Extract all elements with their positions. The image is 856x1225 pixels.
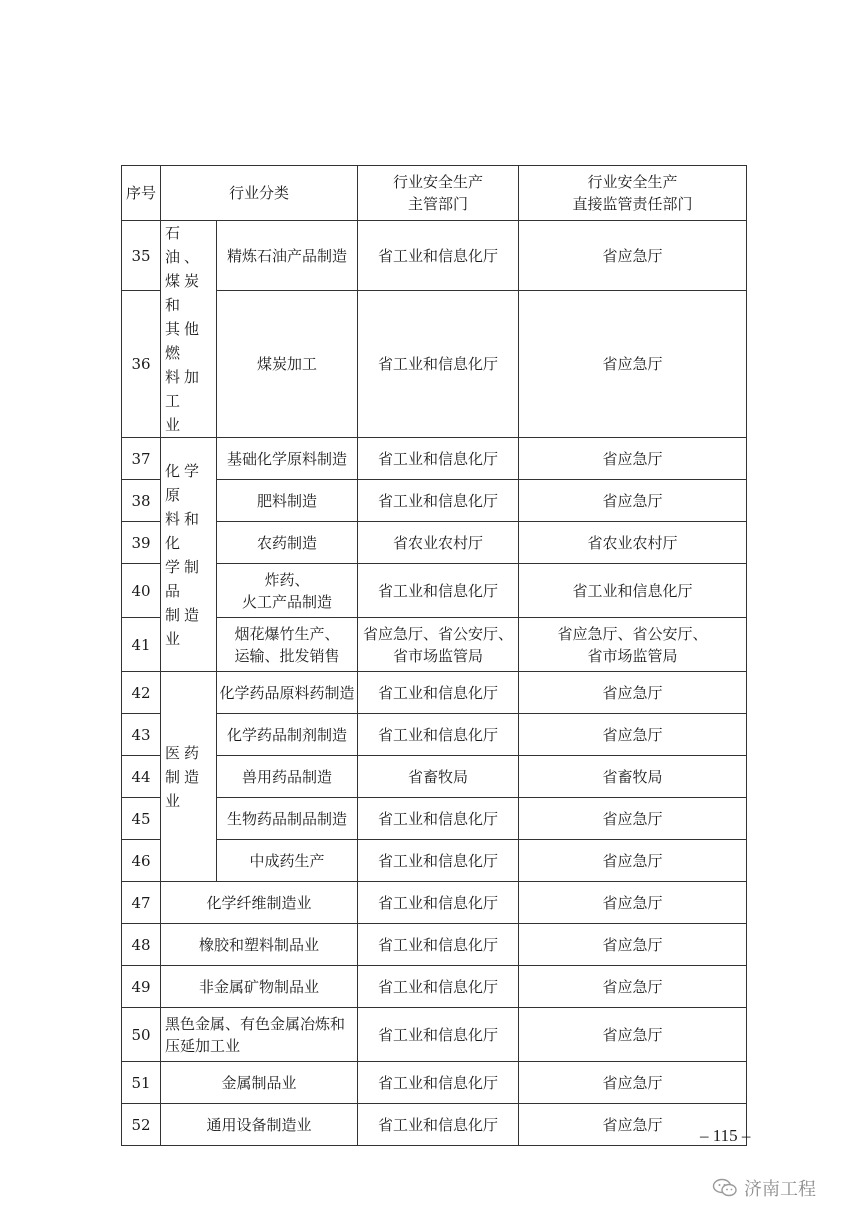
supervisor-dept: 省农业农村厅: [358, 522, 519, 564]
supervisor-dept: 省工业和信息化厅: [358, 672, 519, 714]
supervisor-dept: 省工业和信息化厅: [358, 564, 519, 618]
watermark: [712, 1176, 816, 1200]
row-number: 35: [122, 221, 161, 291]
page-number: – 115 –: [700, 1126, 751, 1145]
subcategory: 生物药品制品制造: [217, 798, 358, 840]
table-row: [122, 438, 747, 480]
subcategory: 烟花爆竹生产、 运输、批发销售: [217, 618, 358, 672]
direct-dept: 省应急厅: [519, 714, 747, 756]
table-header-row: [122, 166, 747, 221]
direct-dept: 省应急厅: [519, 882, 747, 924]
row-number: 44: [122, 756, 161, 798]
row-number: 52: [122, 1104, 161, 1146]
supervisor-dept: 省工业和信息化厅: [358, 1008, 519, 1062]
row-number: 39: [122, 522, 161, 564]
direct-dept: 省应急厅: [519, 966, 747, 1008]
row-number: 36: [122, 291, 161, 438]
supervisor-dept: 省工业和信息化厅: [358, 291, 519, 438]
supervisor-dept: 省畜牧局: [358, 756, 519, 798]
subcategory: 化学药品制剂制造: [217, 714, 358, 756]
direct-dept: 省应急厅、省公安厅、 省市场监管局: [519, 618, 747, 672]
row-number: 45: [122, 798, 161, 840]
row-number: 47: [122, 882, 161, 924]
supervisor-dept: 省应急厅、省公安厅、 省市场监管局: [358, 618, 519, 672]
group-pharma: 医药 制造业: [161, 672, 217, 882]
direct-dept: 省工业和信息化厅: [519, 564, 747, 618]
direct-dept: 省应急厅: [519, 1062, 747, 1104]
supervisor-dept: 省工业和信息化厅: [358, 924, 519, 966]
category-merged: 黑色金属、有色金属冶炼和 压延加工业: [161, 1008, 358, 1062]
table-row: [122, 966, 747, 1008]
direct-dept: 省应急厅: [519, 221, 747, 291]
category-merged: 橡胶和塑料制品业: [161, 924, 358, 966]
supervisor-dept: 省工业和信息化厅: [358, 1062, 519, 1104]
row-number: 40: [122, 564, 161, 618]
row-number: 49: [122, 966, 161, 1008]
row-number: 41: [122, 618, 161, 672]
subcategory: 煤炭加工: [217, 291, 358, 438]
row-number: 50: [122, 1008, 161, 1062]
supervisor-dept: 省工业和信息化厅: [358, 480, 519, 522]
row-number: 43: [122, 714, 161, 756]
table-row: [122, 672, 747, 714]
direct-dept: 省应急厅: [519, 291, 747, 438]
subcategory: 农药制造: [217, 522, 358, 564]
header-supervisor: 行业安全生产 主管部门: [358, 166, 519, 221]
wechat-icon: [712, 1178, 738, 1198]
table-row: [122, 1104, 747, 1146]
subcategory: 中成药生产: [217, 840, 358, 882]
subcategory: 肥料制造: [217, 480, 358, 522]
supervisor-dept: 省工业和信息化厅: [358, 1104, 519, 1146]
supervisor-dept: 省工业和信息化厅: [358, 438, 519, 480]
direct-dept: 省应急厅: [519, 1104, 747, 1146]
direct-dept: 省畜牧局: [519, 756, 747, 798]
supervisor-dept: 省工业和信息化厅: [358, 221, 519, 291]
supervisor-dept: 省工业和信息化厅: [358, 840, 519, 882]
row-number: 38: [122, 480, 161, 522]
table-row: [122, 1062, 747, 1104]
direct-dept: 省应急厅: [519, 480, 747, 522]
row-number: 51: [122, 1062, 161, 1104]
direct-dept: 省应急厅: [519, 924, 747, 966]
row-number: 48: [122, 924, 161, 966]
header-category: 行业分类: [161, 166, 358, 221]
table-row: [122, 882, 747, 924]
supervisor-dept: 省工业和信息化厅: [358, 882, 519, 924]
category-merged: 化学纤维制造业: [161, 882, 358, 924]
supervisor-dept: 省工业和信息化厅: [358, 966, 519, 1008]
supervisor-dept: 省工业和信息化厅: [358, 798, 519, 840]
header-direct: 行业安全生产 直接监管责任部门: [519, 166, 747, 221]
industry-table: [121, 165, 747, 1146]
subcategory: 炸药、 火工产品制造: [217, 564, 358, 618]
table-row: [122, 924, 747, 966]
category-merged: 非金属矿物制品业: [161, 966, 358, 1008]
table-row: [122, 1008, 747, 1062]
supervisor-dept: 省工业和信息化厅: [358, 714, 519, 756]
header-seq: 序号: [122, 166, 161, 221]
subcategory: 基础化学原料制造: [217, 438, 358, 480]
row-number: 42: [122, 672, 161, 714]
watermark-text: 济南工程: [744, 1179, 816, 1200]
direct-dept: 省应急厅: [519, 798, 747, 840]
category-merged: 金属制品业: [161, 1062, 358, 1104]
direct-dept: 省应急厅: [519, 438, 747, 480]
row-number: 46: [122, 840, 161, 882]
direct-dept: 省应急厅: [519, 672, 747, 714]
row-number: 37: [122, 438, 161, 480]
group-petroleum: 石油、 煤炭和 其他燃 料加工 业: [161, 221, 217, 438]
subcategory: 兽用药品制造: [217, 756, 358, 798]
direct-dept: 省应急厅: [519, 1008, 747, 1062]
subcategory: 精炼石油产品制造: [217, 221, 358, 291]
category-merged: 通用设备制造业: [161, 1104, 358, 1146]
table-row: [122, 221, 747, 291]
direct-dept: 省农业农村厅: [519, 522, 747, 564]
direct-dept: 省应急厅: [519, 840, 747, 882]
subcategory: 化学药品原料药制造: [217, 672, 358, 714]
group-chemical: 化学原 料和化 学制品 制造业: [161, 438, 217, 672]
